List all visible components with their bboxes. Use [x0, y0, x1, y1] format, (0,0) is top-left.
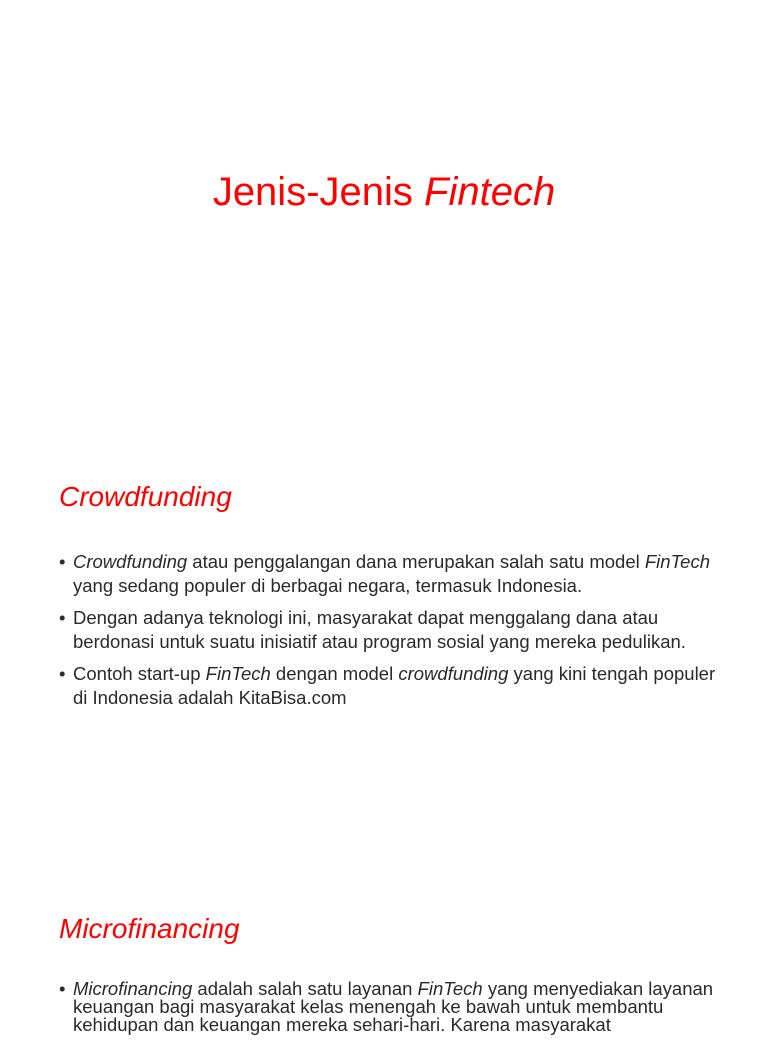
section-heading-microfinancing: Microfinancing [59, 913, 240, 944]
bullet-item [59, 606, 719, 654]
bullet-text: yang sedang populer di berbagai negara, termasuk Indonesia. [73, 575, 583, 596]
bullet-text-italic: crowdfunding [398, 663, 509, 684]
bullet-text: atau penggalangan dana merupakan salah satu model [187, 551, 645, 572]
bullet-text: Dengan adanya teknologi ini, masyarakat dapat menggalang dana atau berdonasi untuk suatu inisiatif atau program sosial yang mereka pedulikan. [73, 607, 686, 652]
bullet-dot: • [59, 663, 66, 684]
bullet-text: Contoh start-up [73, 663, 206, 684]
bullet-item [59, 980, 719, 1034]
slide-title-italic-text: Fintech [424, 170, 556, 214]
bullet-dot: • [59, 607, 66, 628]
bullet-text-italic: FinTech [205, 663, 271, 684]
bullet-text: yang kini tengah populer di Indonesia adalah KitaBisa.com [73, 663, 716, 708]
bullet-text: adalah salah satu layanan [192, 978, 418, 999]
bullet-list-crowdfunding [59, 550, 719, 718]
bullet-dot: • [59, 978, 66, 999]
bullet-text-italic: Microfinancing [73, 978, 193, 999]
bullet-text: dengan model [270, 663, 399, 684]
bullet-dot: • [59, 551, 66, 572]
bullet-text: yang menyediakan layanan keuangan bagi masyarakat kelas menengah ke bawah untuk membantu kehidupan dan keuangan mereka sehari-hari. Karena masyarakat [73, 978, 714, 1035]
bullet-item [59, 550, 719, 598]
slide-title [0, 166, 768, 218]
section-heading-crowdfunding: Crowdfunding [59, 481, 232, 512]
bullet-list-microfinancing [59, 980, 719, 1042]
bullet-text-italic: FinTech [644, 551, 711, 572]
bullet-text-italic: Crowdfunding [73, 551, 188, 572]
slide-title-text: Jenis-Jenis [212, 170, 425, 214]
bullet-item [59, 662, 719, 710]
bullet-text-italic: FinTech [417, 978, 483, 999]
